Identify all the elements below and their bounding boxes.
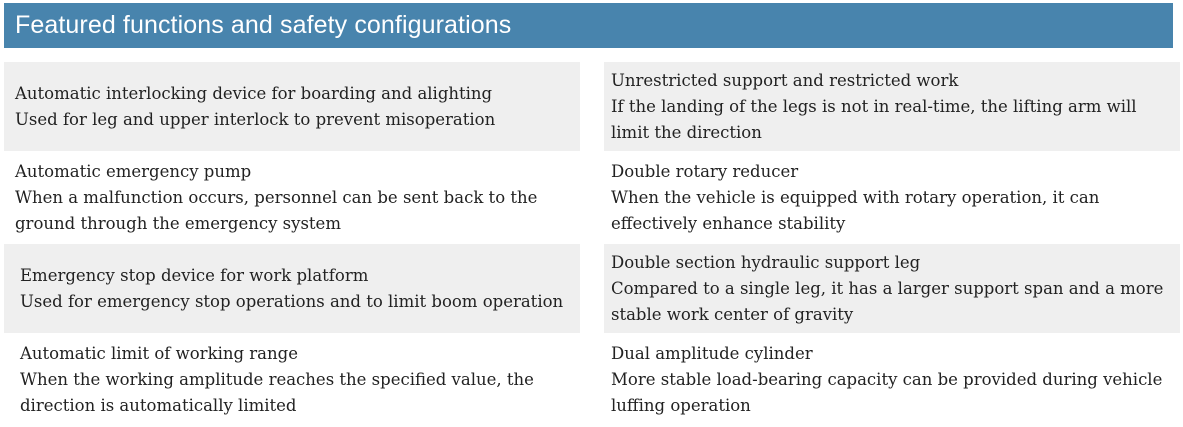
feature-description: When the working amplitude reaches the specified value, the direction is automatically limited bbox=[20, 369, 534, 415]
feature-title: Emergency stop device for work platform bbox=[20, 265, 369, 285]
feature-title: Unrestricted support and restricted work bbox=[611, 70, 959, 90]
feature-item-rotary-reducer bbox=[604, 153, 1180, 242]
feature-description: Used for leg and upper interlock to prevent misoperation bbox=[15, 109, 496, 129]
features-grid bbox=[4, 62, 1180, 424]
feature-title: Dual amplitude cylinder bbox=[611, 343, 813, 363]
feature-item-working-range-limit bbox=[4, 335, 580, 424]
feature-item-emergency-pump bbox=[4, 153, 580, 242]
feature-item-hydraulic-support-leg bbox=[604, 244, 1180, 333]
feature-item-boarding-interlock bbox=[4, 62, 580, 151]
feature-item-amplitude-cylinder bbox=[604, 335, 1180, 424]
feature-description: Compared to a single leg, it has a larger support span and a more stable work center of gravity bbox=[611, 278, 1164, 324]
feature-title: Double section hydraulic support leg bbox=[611, 252, 921, 272]
feature-description: If the landing of the legs is not in real-time, the lifting arm will limit the direction bbox=[611, 96, 1137, 142]
feature-description: More stable load-bearing capacity can be provided during vehicle luffing operation bbox=[611, 369, 1163, 415]
feature-title: Automatic limit of working range bbox=[20, 343, 298, 363]
section-header-banner bbox=[4, 3, 1173, 48]
feature-item-emergency-stop bbox=[4, 244, 580, 333]
section-title: Featured functions and safety configurations bbox=[15, 11, 512, 39]
feature-title: Automatic emergency pump bbox=[15, 161, 252, 181]
feature-description: Used for emergency stop operations and to limit boom operation bbox=[20, 291, 564, 311]
feature-title: Automatic interlocking device for boarding and alighting bbox=[15, 83, 493, 103]
feature-title: Double rotary reducer bbox=[611, 161, 799, 181]
feature-description: When the vehicle is equipped with rotary operation, it can effectively enhance stability bbox=[611, 187, 1100, 233]
feature-description: When a malfunction occurs, personnel can be sent back to the ground through the emergency system bbox=[15, 187, 538, 233]
feature-item-unrestricted-support bbox=[604, 62, 1180, 151]
